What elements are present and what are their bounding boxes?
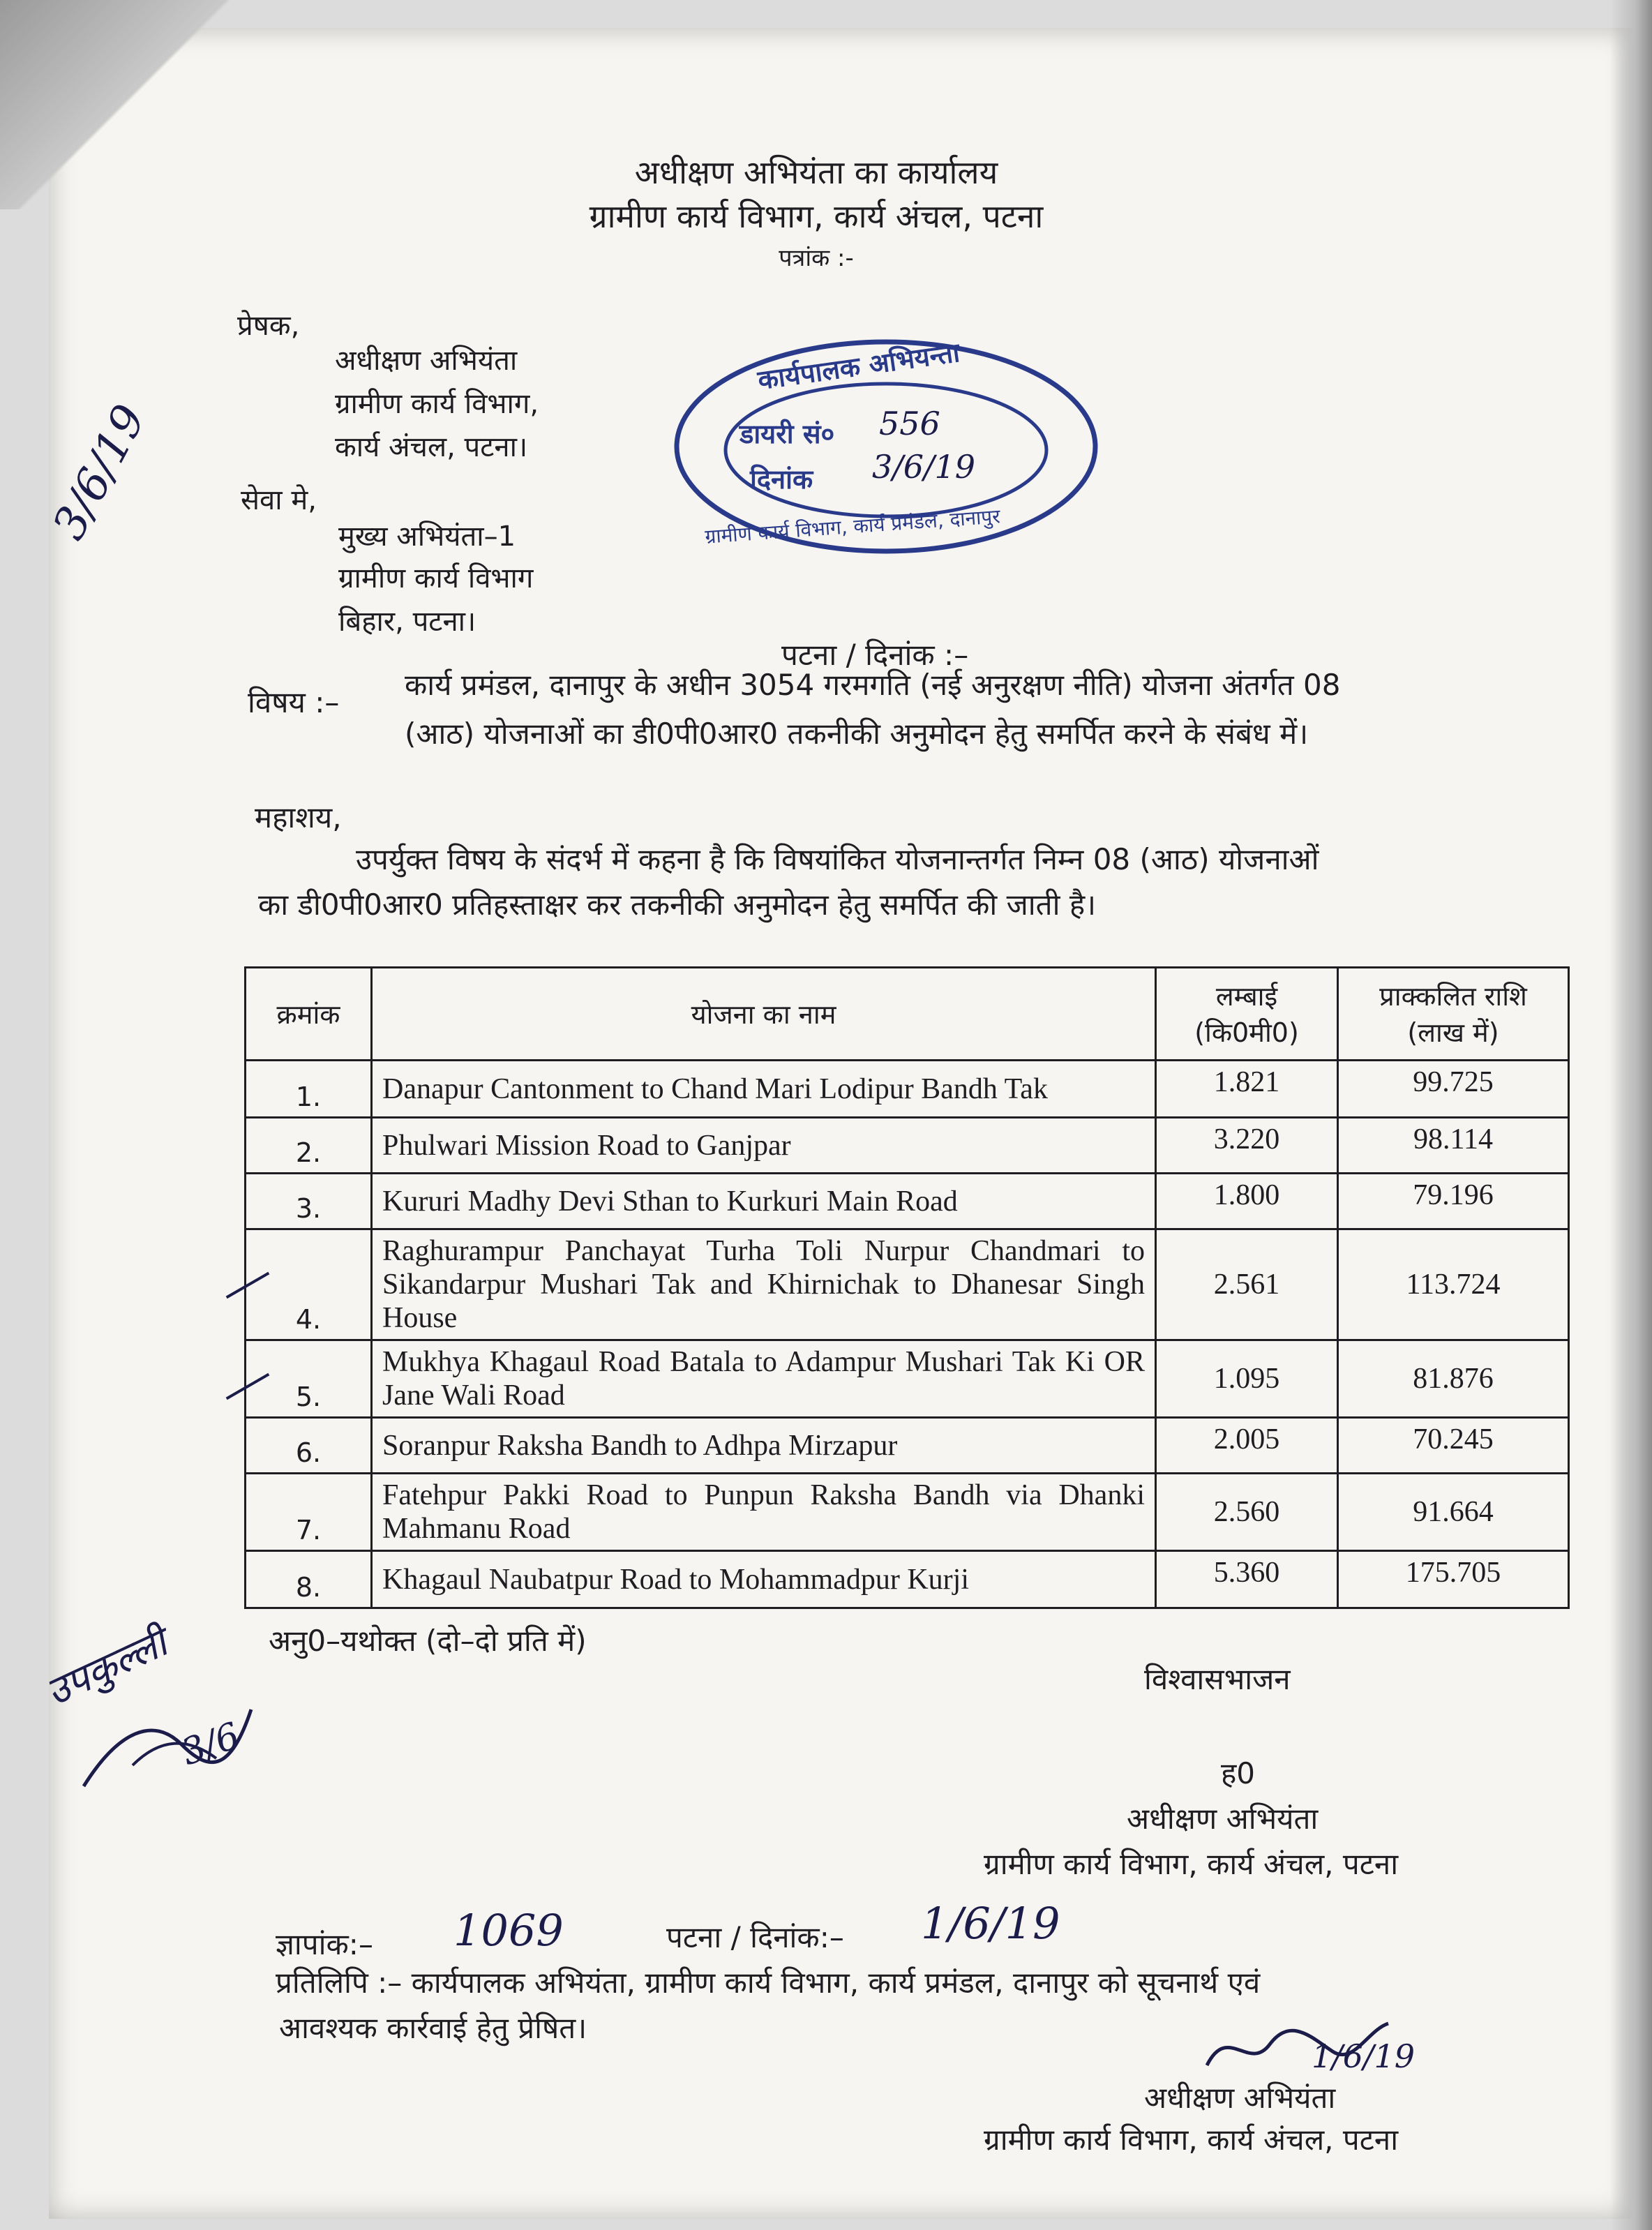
row-scheme-name: Mukhya Khagaul Road Batala to Adampur Mushari Tak Ki OR Jane Wali Road: [372, 1340, 1156, 1418]
stamp-bottom-text: ग्रामीण कार्य विभाग, कार्य प्रमंडल, दानापुर: [704, 504, 1001, 548]
department-title: ग्रामीण कार्य विभाग, कार्य अंचल, पटना: [589, 197, 1044, 235]
recipient-line-2: ग्रामीण कार्य विभाग: [338, 562, 534, 594]
table-row: [246, 1474, 1569, 1551]
row-scheme-name: Phulwari Mission Road to Ganjpar: [372, 1118, 1156, 1174]
row-scheme-name: Khagaul Naubatpur Road to Mohammadpur Kurji: [372, 1551, 1156, 1608]
copy-designation: अधीक्षण अभियंता: [1144, 2081, 1336, 2115]
memo-label: ज्ञापांक:–: [276, 1927, 373, 1961]
row-serial: 2.: [246, 1118, 372, 1174]
row-scheme-name: Soranpur Raksha Bandh to Adhpa Mirzapur: [372, 1418, 1156, 1474]
row-serial: 1.: [246, 1061, 372, 1118]
row-scheme-name: Fatehpur Pakki Road to Punpun Raksha Bandh via Dhanki Mahmanu Road: [372, 1474, 1156, 1551]
initials-scribble: [77, 1689, 258, 1800]
row-serial: 4.: [246, 1229, 372, 1340]
stamp-date-value: 3/6/19: [872, 448, 976, 486]
body-line-1: उपर्युक्त विषय के संदर्भ में कहना है कि विषयांकित योजनान्तर्गत निम्न 08 (आठ) योजनाओं: [356, 842, 1319, 876]
row-length: 1.821: [1156, 1061, 1338, 1118]
signature-date: 1/6/19: [1312, 2037, 1416, 2075]
recipient-label: सेवा मे,: [241, 484, 317, 516]
copy-office: ग्रामीण कार्य विभाग, कार्य अंचल, पटना: [984, 2123, 1399, 2157]
row-serial: 7.: [246, 1474, 372, 1551]
page-edge-shadow: [1610, 0, 1652, 2230]
row-length: 3.220: [1156, 1118, 1338, 1174]
row-scheme-name: Kururi Madhy Devi Sthan to Kurkuri Main Road: [372, 1174, 1156, 1229]
row-amount: 81.876: [1338, 1340, 1569, 1418]
row-amount: 91.664: [1338, 1474, 1569, 1551]
yours-faithfully: विश्वासभाजन: [1144, 1662, 1291, 1696]
row-length: 1.095: [1156, 1340, 1338, 1418]
letter-number-label: पत्रांक :-: [779, 244, 854, 272]
recipient-line-3: बिहार, पटना।: [338, 606, 476, 638]
col-serial: क्रमांक: [246, 968, 372, 1061]
row-serial: 6.: [246, 1418, 372, 1474]
subject-line-1: कार्य प्रमंडल, दानापुर के अधीन 3054 गरमगति (नई अनुरक्षण नीति) योजना अंतर्गत 08: [405, 668, 1341, 702]
table-row: [246, 1418, 1569, 1474]
row-amount: 79.196: [1338, 1174, 1569, 1229]
row-amount: 99.725: [1338, 1061, 1569, 1118]
row-serial: 8.: [246, 1551, 372, 1608]
table-row: [246, 1340, 1569, 1418]
row-length: 2.005: [1156, 1418, 1338, 1474]
sender-line-1: अधीक्षण अभियंता: [335, 345, 518, 377]
memo-number: 1069: [453, 1905, 564, 1956]
sender-line-3: कार्य अंचल, पटना।: [335, 431, 528, 463]
diary-stamp: [670, 335, 1102, 558]
row-amount: 98.114: [1338, 1118, 1569, 1174]
table-row: [246, 1551, 1569, 1608]
office-title: अधीक्षण अभियंता का कार्यालय: [634, 154, 998, 191]
sender-line-2: ग्रामीण कार्य विभाग,: [335, 388, 539, 420]
salutation: महाशय,: [255, 800, 342, 835]
subject-line-2: (आठ) योजनाओं का डी0पी0आर0 तकनीकी अनुमोदन हेतु समर्पित करने के संबंध में।: [405, 717, 1309, 751]
enclosure-note: अनु0–यथोक्त (दो–दो प्रति में): [269, 1624, 587, 1658]
row-amount: 70.245: [1338, 1418, 1569, 1474]
row-length: 5.360: [1156, 1551, 1338, 1608]
memo-date: 1/6/19: [921, 1898, 1060, 1949]
copy-line-1: प्रतिलिपि :– कार्यपालक अभियंता, ग्रामीण कार्य विभाग, कार्य प्रमंडल, दानापुर को सूचनार्थ एवं: [276, 1966, 1261, 2000]
sender-label: प्रेषक,: [237, 310, 300, 342]
table-row: [246, 1229, 1569, 1340]
recipient-line-1: मुख्य अभियंता–1: [338, 521, 516, 553]
stamp-date-label: दिनांक: [750, 464, 813, 495]
col-amount: प्राक्कलित राशि (लाख में): [1338, 968, 1569, 1061]
table-header-row: [246, 968, 1569, 1061]
row-serial: 5.: [246, 1340, 372, 1418]
signature-mark: ह0: [1221, 1756, 1256, 1790]
row-scheme-name: Raghurampur Panchayat Turha Toli Nurpur Chandmari to Sikandarpur Mushari Tak and Khirnichak to Dhanesar Singh House: [372, 1229, 1156, 1340]
col-length: लम्बाई (कि0मी0): [1156, 968, 1338, 1061]
row-length: 1.800: [1156, 1174, 1338, 1229]
margin-date-note: 3/6/19: [43, 396, 157, 548]
schemes-table: [244, 966, 1570, 1609]
table-row: [246, 1174, 1569, 1229]
row-scheme-name: Danapur Cantonment to Chand Mari Lodipur Bandh Tak: [372, 1061, 1156, 1118]
handwritten-note: उपकुल्ली: [38, 1620, 174, 1716]
handwritten-date: 3/6: [176, 1714, 246, 1774]
stamp-diary-label: डायरी सं०: [739, 419, 835, 449]
stamp-top-text: कार्यपालक अभियन्ता: [756, 336, 962, 396]
place-date: पटना / दिनांक :–: [781, 638, 969, 672]
copy-line-2: आवश्यक कार्रवाई हेतु प्रेषित।: [279, 2011, 587, 2045]
col-scheme-name: योजना का नाम: [372, 968, 1156, 1061]
closing-designation: अधीक्षण अभियंता: [1127, 1802, 1319, 1836]
row-length: 2.561: [1156, 1229, 1338, 1340]
table-row: [246, 1118, 1569, 1174]
body-line-2: का डी0पी0आर0 प्रतिहस्ताक्षर कर तकनीकी अनुमोदन हेतु समर्पित की जाती है।: [258, 888, 1097, 922]
stamp-diary-value: 556: [879, 405, 940, 442]
row-length: 2.560: [1156, 1474, 1338, 1551]
table-row: [246, 1061, 1569, 1118]
row-amount: 175.705: [1338, 1551, 1569, 1608]
row-amount: 113.724: [1338, 1229, 1569, 1340]
row-serial: 3.: [246, 1174, 372, 1229]
closing-office: ग्रामीण कार्य विभाग, कार्य अंचल, पटना: [984, 1847, 1399, 1881]
memo-place-date-label: पटना / दिनांक:–: [666, 1920, 844, 1954]
subject-label: विषय :–: [248, 685, 340, 719]
